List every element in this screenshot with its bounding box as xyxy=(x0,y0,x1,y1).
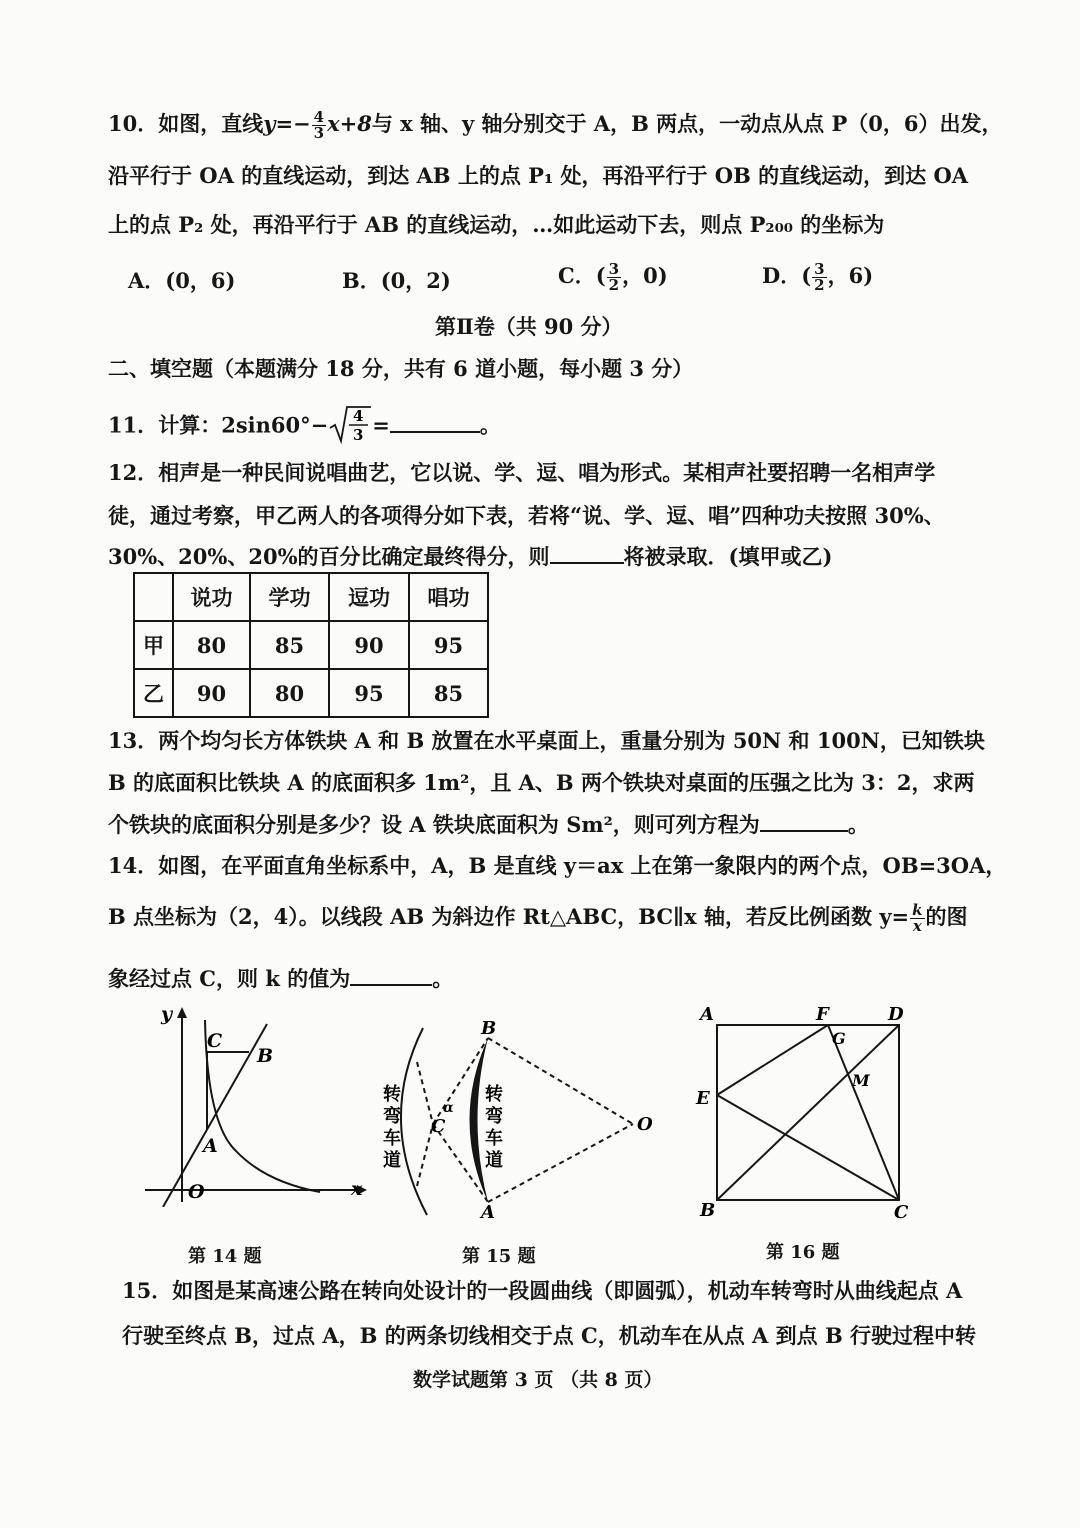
table-header-cell: 学功 xyxy=(250,573,329,621)
q10-option-c-post: ，0) xyxy=(622,263,668,288)
q10-option-d-pre: D．( xyxy=(762,263,812,288)
fig14-label-y: y xyxy=(161,1003,173,1025)
q11-period: 。 xyxy=(479,412,501,438)
part2-title: 第Ⅱ卷（共 90 分） xyxy=(435,314,623,339)
q14-line2-end: 的图 xyxy=(925,904,968,929)
q11-sqrt xyxy=(328,404,372,450)
score-table-header xyxy=(134,573,488,621)
q10-eq-tail: x+8 xyxy=(327,111,372,136)
fig15-label-b: B xyxy=(481,1020,497,1039)
q11-answer-blank xyxy=(390,413,480,433)
q11-equals: = xyxy=(372,412,390,438)
q13-line3-start: 个铁块的底面积分别是多少？设 A 铁块底面积为 Sm²，则可列方程为 xyxy=(108,812,760,837)
fig15-lane-left-char: 车 xyxy=(383,1128,401,1149)
q10-option-d-post: ，6) xyxy=(827,263,874,288)
q12-line2: 徒，通过考察，甲乙两人的各项得分如下表，若将“说、学、逗、唱”四种功夫按照 30%、 xyxy=(108,503,945,528)
q10-eq-numerator: 4 xyxy=(313,108,325,126)
fig16-label-a: A xyxy=(700,1004,714,1025)
q10-eq-y: y xyxy=(263,111,276,136)
q14-line1: 14．如图，在平面直角坐标系中，A，B 是直线 y＝ax 上在第一象限内的两个点，OB=3OA， xyxy=(108,853,1007,878)
fig16-label-g: G xyxy=(832,1029,846,1048)
figure-14 xyxy=(145,1002,375,1207)
q10-option-c xyxy=(558,262,668,293)
table-cell: 85 xyxy=(250,621,329,669)
table-cell: 90 xyxy=(329,621,409,669)
figure-15 xyxy=(375,1020,655,1222)
q13-line3 xyxy=(108,812,869,838)
section2-heading: 二、填空题（本题满分 18 分，共有 6 道小题，每小题 3 分） xyxy=(108,356,694,381)
q13-answer-blank xyxy=(760,812,848,832)
q10-line1 xyxy=(108,110,1002,141)
fig16-label-b: B xyxy=(700,1200,716,1221)
page-footer: 数学试题第 3 页 （共 8 页） xyxy=(413,1369,663,1391)
q14-period: 。 xyxy=(432,966,454,991)
table-cell: 乙 xyxy=(134,669,173,717)
q14-fraction xyxy=(910,903,924,934)
fig15-label-o: O xyxy=(637,1114,653,1135)
q13-line1: 13．两个均匀长方体铁块 A 和 B 放置在水平桌面上，重量分别为 50N 和 100N，已知铁块 xyxy=(108,728,985,753)
q12-line3 xyxy=(108,544,832,570)
figure-16 xyxy=(690,1000,920,1225)
q10-option-d-den: 2 xyxy=(814,276,825,294)
score-table xyxy=(133,572,489,718)
table-header-cell xyxy=(134,573,173,621)
q10-option-d xyxy=(762,262,873,293)
q10-option-d-fraction xyxy=(812,262,826,293)
table-header-cell: 唱功 xyxy=(409,573,488,621)
fig15-lane-left-char: 道 xyxy=(383,1150,401,1171)
fig14-label-o: O xyxy=(188,1181,205,1203)
q10-eq-fraction xyxy=(312,110,326,141)
q11-line xyxy=(108,404,501,450)
table-cell: 95 xyxy=(409,621,488,669)
fig16-label-c: C xyxy=(894,1202,909,1223)
q10-line2: 沿平行于 OA 的直线运动，到达 AB 上的点 P₁ 处，再沿平行于 OB 的直线运动，到达 OA xyxy=(108,163,969,188)
q12-line3-start: 30%、20%、20%的百分比确定最终得分，则 xyxy=(108,544,550,569)
q10-option-c-den: 2 xyxy=(608,276,620,294)
q14-fraction-den: x xyxy=(912,917,922,935)
q10-option-d-num: 3 xyxy=(814,260,825,278)
fig14-label-x: x xyxy=(351,1178,363,1200)
fig16-label-m: M xyxy=(852,1071,870,1090)
fig14-label-b: B xyxy=(257,1045,274,1067)
q10-eq-sign: =− xyxy=(275,111,311,136)
q14-line2 xyxy=(108,903,968,934)
q10-line3: 上的点 P₂ 处，再沿平行于 AB 的直线运动，…如此运动下去，则点 P₂₀₀ 的坐标为 xyxy=(108,212,885,237)
fig15-lane-right-char: 弯 xyxy=(485,1106,503,1127)
q14-line2-start: B 点坐标为（2，4）。以线段 AB 为斜边作 Rt△ABC，BC∥x 轴，若反比例函数 y= xyxy=(108,904,910,929)
table-cell: 80 xyxy=(173,621,250,669)
q10-option-c-fraction xyxy=(607,262,621,293)
q13-period: 。 xyxy=(847,812,869,837)
fig16-label-f: F xyxy=(816,1004,829,1025)
fig15-lane-left-char: 转 xyxy=(383,1084,401,1105)
q14-answer-blank xyxy=(350,966,432,986)
table-row xyxy=(134,669,488,717)
table-cell: 85 xyxy=(409,669,488,717)
table-cell: 甲 xyxy=(134,621,173,669)
q11-sqrt-denominator: 3 xyxy=(353,426,364,444)
q14-line3-start: 象经过点 C，则 k 的值为 xyxy=(108,966,351,991)
q10-option-c-num: 3 xyxy=(608,260,620,278)
fig14-label-a: A xyxy=(203,1135,218,1157)
table-row xyxy=(134,621,488,669)
q11-sqrt-numerator: 4 xyxy=(353,407,364,425)
fig15-label-c: C xyxy=(431,1116,446,1137)
fig15-label-a: A xyxy=(481,1202,495,1222)
q15-line2: 行驶至终点 B，过点 A，B 的两条切线相交于点 C，机动车在从点 A 到点 B 行驶过程中转 xyxy=(122,1323,977,1348)
fig16-label-d: D xyxy=(888,1004,904,1025)
q11-prefix: 11．计算：2sin60°− xyxy=(108,412,329,438)
fig15-lane-left-char: 弯 xyxy=(383,1106,401,1127)
fig16-label-e: E xyxy=(696,1088,710,1109)
fig15-lane-right-char: 转 xyxy=(485,1084,503,1105)
table-header-cell: 逗功 xyxy=(329,573,409,621)
fig15-caption: 第 15 题 xyxy=(462,1246,536,1267)
fig15-label-alpha: α xyxy=(443,1100,454,1116)
fig15-lane-right-char: 车 xyxy=(485,1128,503,1149)
q10-option-c-pre: C．( xyxy=(558,263,606,288)
q11-sqrt-sign xyxy=(328,404,372,444)
q13-line2: B 的底面积比铁块 A 的底面积多 1m²，且 A、B 两个铁块对桌面的压强之比为 3：2，求两 xyxy=(108,770,975,795)
q10-text-end: 与 x 轴、y 轴分别交于 A，B 两点，一动点从点 P（0，6）出发， xyxy=(371,111,1003,136)
table-cell: 80 xyxy=(250,669,329,717)
fig14-label-c: C xyxy=(207,1030,223,1052)
fig14-caption: 第 14 题 xyxy=(188,1246,262,1267)
q10-eq-denominator: 3 xyxy=(313,124,325,142)
fig15-lane-right-char: 道 xyxy=(485,1150,503,1171)
table-cell: 90 xyxy=(173,669,250,717)
fig16-caption: 第 16 题 xyxy=(766,1242,840,1263)
q14-line3 xyxy=(108,966,453,992)
table-header-cell: 说功 xyxy=(173,573,250,621)
q10-text-start: 10．如图，直线 xyxy=(108,111,264,136)
table-cell: 95 xyxy=(329,669,409,717)
q10-option-a: A．(0，6) xyxy=(128,268,236,293)
q12-line1: 12．相声是一种民间说唱曲艺，它以说、学、逗、唱为形式。某相声社要招聘一名相声学 xyxy=(108,460,936,485)
q12-answer-blank xyxy=(550,544,624,564)
q12-line3-end: 将被录取．(填甲或乙) xyxy=(623,544,833,569)
q15-line1: 15．如图是某高速公路在转向处设计的一段圆曲线（即圆弧），机动车转弯时从曲线起点 A xyxy=(122,1278,963,1303)
q14-fraction-num: k xyxy=(912,901,923,919)
q10-option-b: B．(0，2) xyxy=(342,268,451,293)
